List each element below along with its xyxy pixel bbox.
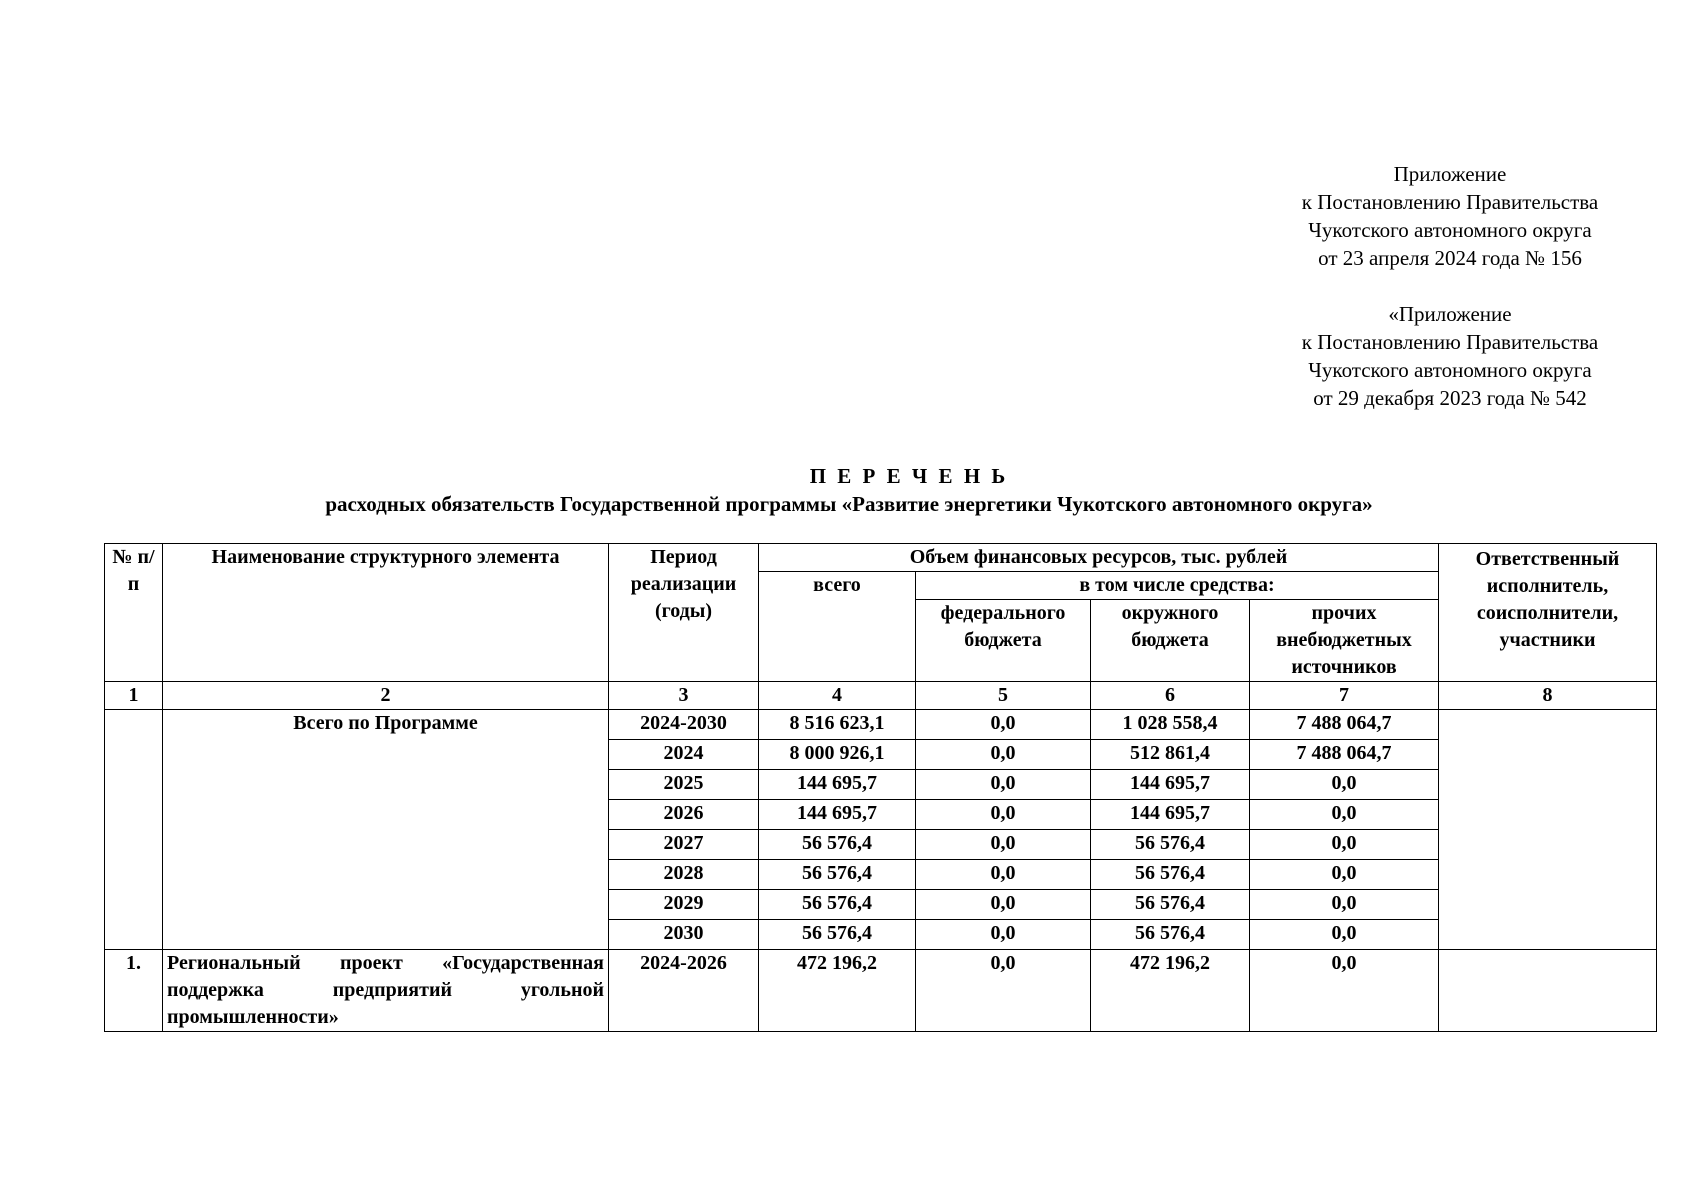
other-cell: 0,0: [1250, 890, 1439, 920]
header-including: в том числе средства:: [916, 572, 1439, 600]
total-cell: 8 000 926,1: [759, 740, 916, 770]
period-cell: 2028: [609, 860, 759, 890]
federal-cell: 0,0: [916, 830, 1091, 860]
other-cell: 7 488 064,7: [1250, 740, 1439, 770]
appendix-line: Приложение: [1393, 162, 1507, 186]
total-cell: 56 576,4: [759, 890, 916, 920]
district-cell: 472 196,2: [1091, 950, 1250, 1032]
header-period: Период реализации (годы): [609, 544, 759, 682]
district-cell: 56 576,4: [1091, 860, 1250, 890]
federal-cell: 0,0: [916, 920, 1091, 950]
federal-cell: 0,0: [916, 860, 1091, 890]
period-cell: 2024-2030: [609, 710, 759, 740]
district-cell: 1 028 558,4: [1091, 710, 1250, 740]
other-cell: 0,0: [1250, 830, 1439, 860]
column-number: 8: [1439, 682, 1657, 710]
federal-cell: 0,0: [916, 890, 1091, 920]
total-cell: 56 576,4: [759, 860, 916, 890]
federal-cell: 0,0: [916, 950, 1091, 1032]
federal-cell: 0,0: [916, 710, 1091, 740]
district-cell: 56 576,4: [1091, 890, 1250, 920]
federal-cell: 0,0: [916, 740, 1091, 770]
header-other: прочих внебюджетных источников: [1250, 600, 1439, 682]
other-cell: 7 488 064,7: [1250, 710, 1439, 740]
appendix-line: «Приложение: [1388, 302, 1512, 326]
header-name: Наименование структурного элемента: [163, 544, 609, 682]
total-cell: 56 576,4: [759, 830, 916, 860]
period-cell: 2027: [609, 830, 759, 860]
column-number: 3: [609, 682, 759, 710]
total-cell: 472 196,2: [759, 950, 916, 1032]
federal-cell: 0,0: [916, 800, 1091, 830]
period-cell: 2029: [609, 890, 759, 920]
appendix-line: Чукотского автономного округа: [1308, 358, 1592, 382]
row-num-cell: [105, 710, 163, 950]
header-district: окружного бюджета: [1091, 600, 1250, 682]
column-number: 2: [163, 682, 609, 710]
header-row: [105, 544, 1657, 572]
federal-cell: 0,0: [916, 770, 1091, 800]
district-cell: 56 576,4: [1091, 830, 1250, 860]
header-total: всего: [759, 572, 916, 682]
period-cell: 2030: [609, 920, 759, 950]
other-cell: 0,0: [1250, 800, 1439, 830]
district-cell: 144 695,7: [1091, 800, 1250, 830]
total-cell: 56 576,4: [759, 920, 916, 950]
column-number: 5: [916, 682, 1091, 710]
period-cell: 2026: [609, 800, 759, 830]
total-cell: 8 516 623,1: [759, 710, 916, 740]
district-cell: 144 695,7: [1091, 770, 1250, 800]
appendix-line: к Постановлению Правительства: [1301, 190, 1599, 214]
other-cell: 0,0: [1250, 920, 1439, 950]
district-cell: 512 861,4: [1091, 740, 1250, 770]
total-cell: 144 695,7: [759, 800, 916, 830]
total-cell: 144 695,7: [759, 770, 916, 800]
header-volume: Объем финансовых ресурсов, тыс. рублей: [759, 544, 1439, 572]
appendix-previous-note: [1240, 300, 1660, 412]
period-cell: 2024-2026: [609, 950, 759, 1032]
appendix-line: к Постановлению Правительства: [1301, 330, 1599, 354]
responsible-cell: [1439, 710, 1657, 950]
appendix-line: от 23 апреля 2024 года № 156: [1318, 246, 1582, 270]
appendix-current-note: [1240, 160, 1660, 272]
column-number: 7: [1250, 682, 1439, 710]
table-row: [105, 710, 1657, 740]
document-title: [0, 462, 1698, 518]
column-number-row: [105, 682, 1657, 710]
appendix-line: Чукотского автономного округа: [1308, 218, 1592, 242]
other-cell: 0,0: [1250, 770, 1439, 800]
responsible-cell: [1439, 950, 1657, 1032]
project-name: Региональный проект «Государственная поддержка предприятий угольной промышленности»: [163, 950, 609, 1032]
column-number: 1: [105, 682, 163, 710]
appendix-line: от 29 декабря 2023 года № 542: [1313, 386, 1587, 410]
header-num: № п/п: [105, 544, 163, 682]
title-heading: П Е Р Е Ч Е Н Ь: [809, 464, 1009, 488]
program-total-name: Всего по Программе: [163, 710, 609, 950]
period-cell: 2025: [609, 770, 759, 800]
other-cell: 0,0: [1250, 950, 1439, 1032]
column-number: 6: [1091, 682, 1250, 710]
row-num-cell: 1.: [105, 950, 163, 1032]
header-federal: федерального бюджета: [916, 600, 1091, 682]
column-number: 4: [759, 682, 916, 710]
other-cell: 0,0: [1250, 860, 1439, 890]
expenditure-table: [104, 543, 1657, 1032]
period-cell: 2024: [609, 740, 759, 770]
table-row: [105, 950, 1657, 1032]
district-cell: 56 576,4: [1091, 920, 1250, 950]
header-responsible: Ответственный исполнитель, соисполнители, участники: [1439, 544, 1657, 682]
title-subheading: расходных обязательств Государственной программы «Развитие энергетики Чукотского автономного округа»: [325, 492, 1373, 516]
